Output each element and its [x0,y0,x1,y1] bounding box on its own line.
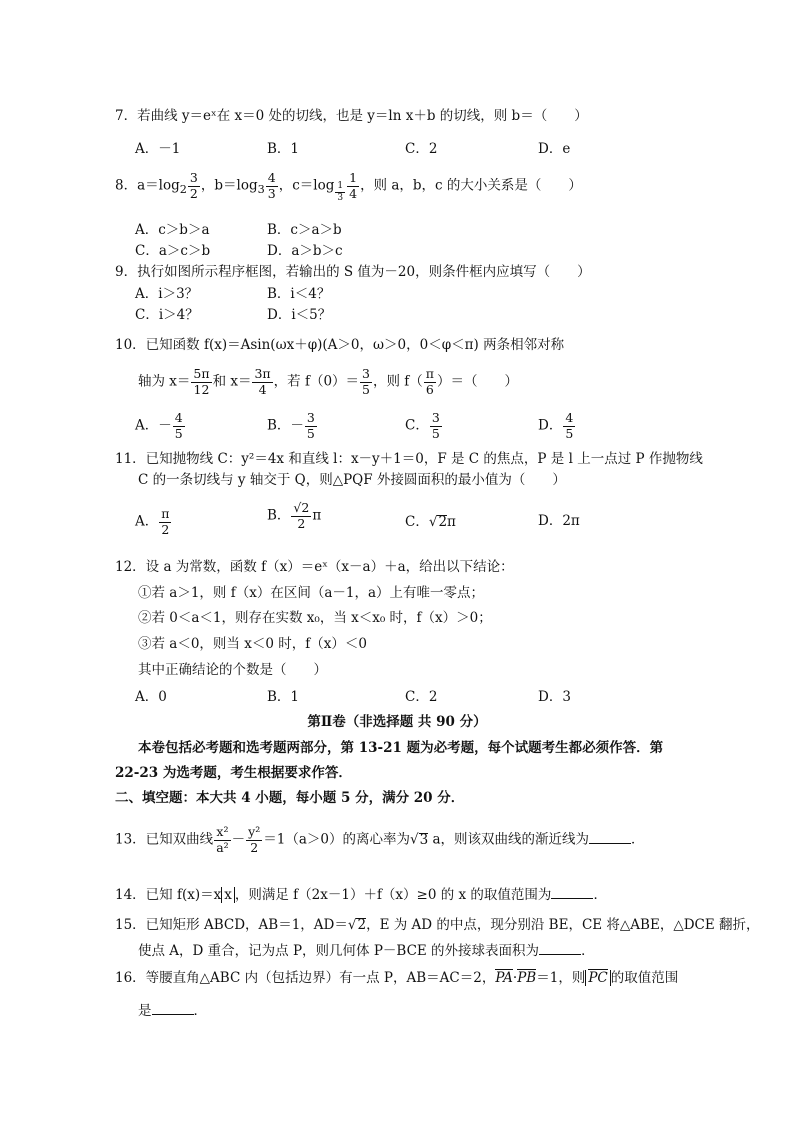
q14-stem [115,886,607,903]
q7-option-c: C．2 [405,141,438,157]
q15-part-b: ，E 为 AD 的中点，现分别沿 BE，CE 将△ABE，△DCE 翻折， [366,917,760,933]
q10-option-a-den: 5 [174,425,183,441]
q10-line2 [138,368,518,396]
q13-answer-blank[interactable] [589,831,631,844]
q16-vector-pb: PB [517,970,537,986]
q10-option-b-den: 5 [306,425,315,441]
q16-line2 [138,1002,207,1019]
q8-a-base: 2 [179,183,187,197]
fill-blank-section-heading: 二、填空题：本大共 4 小题，每小题 5 分，满分 20 分． [115,790,465,806]
q16-answer-blank[interactable] [152,1002,194,1015]
q10-part-a: 轴为 x＝ [138,373,191,390]
q8-option-a: A．c＞b＞a [135,222,210,238]
q8-a-part: a＝log [137,177,180,194]
q7-option-a: A．－1 [135,141,181,157]
q10-option-d-den: 5 [565,425,574,441]
q8-b-fraction [266,172,278,200]
q8-tail: ，则 a，b，c 的大小关系是（ ） [360,177,582,194]
q11-option-b-frac [291,502,311,530]
q11-option-a-label: A． [135,513,159,530]
q8-b-part: ，b＝log [200,177,258,194]
q10-option-b-frac [305,412,317,440]
q12-stem: 12．设 a 为常数，函数 f（x）＝eˣ（x－a）＋a，给出以下结论： [115,559,514,575]
q16-line2-text: 是 [138,1003,152,1019]
q12-option-c: C．2 [405,689,438,705]
q8-stem [115,172,582,203]
q16-dot: · [512,970,518,986]
q8-option-c: C．a＞c＞b [135,243,211,259]
q13-end: ． [631,831,645,848]
q11-option-c-tail: π [447,514,456,530]
q8-b-num: 4 [267,170,276,185]
q10-option-d-frac [563,412,575,440]
q12-conclusion-2: ②若 0＜a＜1，则存在实数 x₀，当 x＜x₀ 时，f（x）＞0； [138,610,492,626]
q16-part-c: 的取值范围 [610,970,679,986]
q10-option-c [405,412,443,440]
q10-frac2-den: 4 [258,381,267,397]
q10-frac3-den: 5 [362,381,370,397]
part2-intro-line2: 22-23 为选考题，考生根据要求作答． [115,765,352,781]
q9-option-d: D．i＜5？ [267,307,332,323]
q10-option-c-den: 5 [431,425,440,441]
q8-c-part: ，c＝log [278,177,335,194]
q13-stem: 13．已知双曲线 $\frac{\text{x²}}{\text{a²}}$ － $\frac{\text{y²}}{2}$ ＝1（a＞0）的离心率为√3 a，则该双曲线的渐近线为 ． [115,824,645,855]
part2-title: 第Ⅱ卷（非选择题 共 90 分） [307,714,487,730]
q14-prefix: 14．已知 f(x)＝x [115,887,222,903]
q12-option-a: A．0 [135,689,167,705]
q10-part-b: 和 x＝ [212,373,252,390]
q11-option-a-frac [159,508,171,536]
q13-frac1 [214,826,230,854]
q12-ask: 其中正确结论的个数是（ ） [138,662,327,678]
q11-option-b-den: 2 [297,515,306,531]
q13-mid: ＝1（a＞0）的离心率为 [263,831,410,848]
q14-mid: ，则满足 f（2x－1）＋f（x）≥0 的 x 的取值范围为 [234,887,552,903]
q8-option-b: B．c＞a＞b [267,222,342,238]
q11-line2: C 的一条切线与 y 轴交于 Q，则△PQF 外接圆面积的最小值为（ ） [138,472,566,488]
q13-frac2 [246,826,262,854]
q10-frac3-num: 3 [362,366,370,381]
q8-c-base-fraction [335,182,345,203]
q10-frac1 [191,368,211,396]
q11-option-c-label: C． [405,514,429,530]
q10-part-e: ）＝（ ） [437,373,519,390]
q11-option-a [135,508,172,536]
q10-option-c-num: 3 [431,410,440,425]
q13-frac2-num: y² [248,824,261,839]
q12-option-d: D．3 [538,689,571,705]
part2-intro-line1: 本卷包括必考题和选考题两部分，第 13-21 题为必考题，每个试题考生都必须作答．第 [138,740,664,756]
q11-option-b-tail: π [312,507,322,524]
q10-option-a-label: A．－ [135,417,172,434]
q10-option-b-label: B．－ [267,417,304,434]
q11-option-a-num: π [161,506,170,521]
q13-tail: a，则该双曲线的渐近线为 [428,831,590,848]
q10-option-d-num: 4 [565,410,574,425]
q10-option-d-label: D． [538,417,563,434]
q8-a-num: 3 [189,170,198,185]
q13-prefix: 13．已知双曲线 [115,831,214,848]
q16-end: ． [193,1003,207,1019]
q10-frac2-num: 3π [254,366,271,381]
q16-line1 [115,972,678,986]
q10-frac4-den: 6 [425,381,434,397]
q11-option-b [267,502,321,530]
q8-c-base-den: 3 [337,192,344,203]
q13-root: 3 [419,831,429,848]
q8-c-den: 4 [349,185,358,201]
q8-b-base: 3 [257,183,265,197]
q11-option-a-den: 2 [161,521,170,537]
q10-line1: 10．已知函数 f(x)＝Asin(ωx＋φ)(A＞0，ω＞0，0＜φ＜π) 两条相邻对称 [115,337,565,353]
q10-option-b [267,412,318,440]
q16-part-a: 16．等腰直角△ABC 内（包括边界）有一点 P，AB＝AC＝2， [115,970,496,986]
q10-option-b-num: 3 [306,410,315,425]
q12-conclusion-1: ①若 a＞1，则 f（x）在区间（a－1，a）上有唯一零点； [138,585,485,601]
q10-option-a-num: 4 [174,410,183,425]
q8-prefix: 8． [115,177,138,194]
q10-option-a [135,412,186,440]
q15-line2 [138,942,595,959]
q8-c-base-num: 1 [337,180,344,191]
q10-part-d: ，则 f（ [373,373,423,390]
q10-frac3 [360,368,372,396]
q11-option-d: D．2π [538,513,580,529]
q9-option-c: C．i＞4？ [135,307,199,323]
q11-option-b-label: B． [267,507,291,524]
q7-stem: 7．若曲线 y＝eˣ在 x＝0 处的切线，也是 y＝ln x＋b 的切线，则 b＝（ ） [115,108,588,124]
q9-option-b: B．i＜4？ [267,286,331,302]
q8-c-num: 1 [349,170,358,185]
q13-frac1-num: x² [214,826,230,841]
q11-option-c: C．√2π [405,514,456,530]
q13-frac2-den: 2 [250,839,259,855]
q8-c-fraction [347,172,359,200]
q8-a-fraction [188,172,200,200]
q7-option-d: D．e [538,141,571,157]
q16-vector-pa: PA [495,970,513,986]
q12-option-b: B．1 [267,689,300,705]
q15-line2-text: 使点 A，D 重合，记为点 P，则几何体 P－BCE 的外接球表面积为 [138,943,540,959]
q9-stem: 9．执行如图所示程序框图，若输出的 S 值为－20，则条件框内应填写（ ） [115,264,591,280]
q10-option-c-label: C． [405,417,429,434]
q15-part-a: 15．已知矩形 ABCD，AB＝1，AD＝ [115,917,348,933]
q10-frac1-num: 5π [193,366,210,381]
q8-a-den: 2 [189,185,198,201]
q11-option-b-num: √2 [293,500,310,515]
q11-line1: 11．已知抛物线 C：y²＝4x 和直线 l：x－y＋1＝0，F 是 C 的焦点，P 是 l 上一点过 P 作抛物线 [115,451,703,467]
q10-frac1-den: 12 [193,381,210,397]
q8-option-d: D．a＞b＞c [267,243,343,259]
q10-part-c: ，若 f（0）＝ [273,373,360,390]
q14-end: ． [593,887,607,903]
q10-option-a-frac [173,412,185,440]
q10-frac2 [252,368,272,396]
q7-option-b: B．1 [267,141,300,157]
q10-frac4 [424,368,436,396]
q13-frac1-den: a² [216,839,229,855]
q8-b-den: 3 [267,185,276,201]
q15-answer-blank[interactable] [539,942,581,955]
q15-root: 2 [357,917,367,933]
q14-answer-blank[interactable] [551,886,593,899]
q10-option-c-frac [430,412,442,440]
q9-option-a: A．i＞3？ [135,286,199,302]
q11-option-c-root: 2 [438,514,448,530]
q15-end: ． [581,943,595,959]
q10-option-d [538,412,576,440]
q14-abs-x: x [221,887,235,903]
q13-minus: － [231,831,246,848]
q15-line1: 15．已知矩形 ABCD，AB＝1，AD＝√2，E 为 AD 的中点，现分别沿 BE，CE 将△ABE，△DCE 翻折， [115,917,760,933]
q16-part-b: ＝1，则 [536,970,586,986]
q16-vector-pc: PC [588,970,608,986]
q10-frac4-num: π [425,366,435,381]
q12-conclusion-3: ③若 a＜0，则当 x＜0 时，f（x）＜0 [138,636,367,652]
